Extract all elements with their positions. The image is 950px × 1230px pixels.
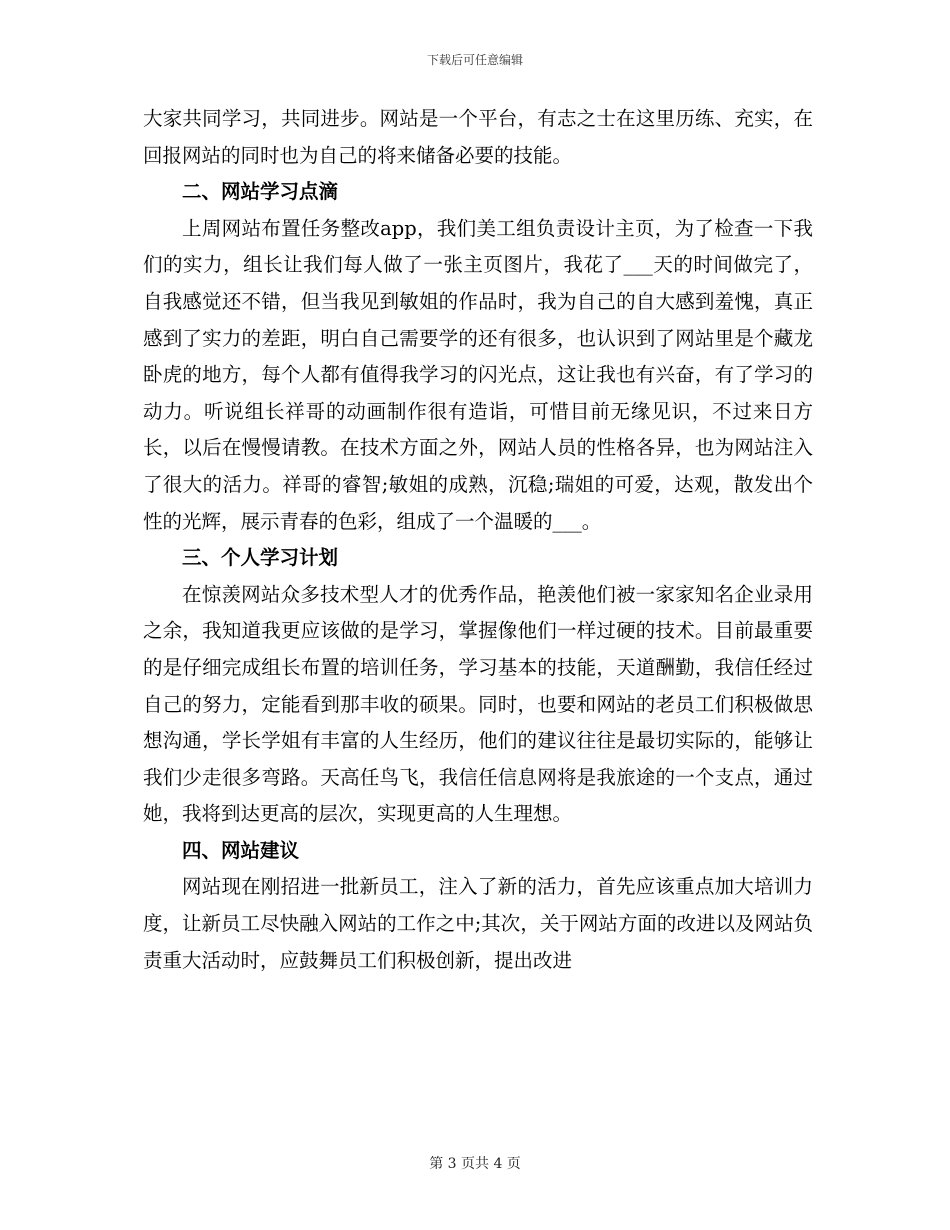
section-heading-2: 二、网站学习点滴 bbox=[182, 180, 339, 204]
page-header: 下载后可任意编辑 bbox=[426, 53, 523, 67]
page-footer: 第 3 页共 4 页 bbox=[429, 1156, 521, 1172]
paragraph-suggestions: 网站现在刚招进一批新员工，注入了新的活力，首先应该重点加大培训力度，让新员工尽快融入网站的工作之中;其次，关于网站方面的改进以及网站负责重大活动时，应鼓舞员工们积极创新，提出改进 bbox=[143, 875, 813, 972]
paragraph-study-notes: 上周网站布置任务整改app，我们美工组负责设计主页，为了检查一下我们的实力，组长让我们每人做了一张主页图片，我花了___天的时间做完了，自我感觉还不错，但当我见到敏姐的作品时，我为自己的自大感到羞愧，真正感到了实力的差距，明白自己需要学的还有很多，也认识到了网站里是个藏龙卧虎的地方，每个人都有值得我学习的闪光点，这让我也有兴奋，有了学习的动力。听说组长祥哥的动画制作很有造诣，可惜目前无缘见识，不过来日方长，以后在慢慢请教。在技术方面之外，网站人员的性格各异，也为网站注入了很大的活力。祥哥的睿智;敏姐的成熟，沉稳;瑞姐的可爱，达观，散发出个性的光辉，展示青春的色彩，组成了一个温暖的___。 bbox=[143, 216, 813, 533]
paragraph-study-plan: 在惊羡网站众多技术型人才的优秀作品，艳羡他们被一家家知名企业录用之余，我知道我更应该做的是学习，掌握像他们一样过硬的技术。目前最重要的是仔细完成组长布置的培训任务，学习基本的技能，天道酬勤，我信任经过自己的努力，定能看到那丰收的硕果。同时，也要和网站的老员工们积极做思想沟通，学长学姐有丰富的人生经历，他们的建议往往是最切实际的，能够让我们少走很多弯路。天高任鸟飞，我信任信息网将是我旅途的一个支点，通过她，我将到达更高的层次，实现更高的人生理想。 bbox=[143, 582, 813, 826]
section-heading-4: 四、网站建议 bbox=[182, 838, 300, 862]
paragraph-continued: 大家共同学习，共同进步。网站是一个平台，有志之士在这里历练、充实，在回报网站的同时也为自己的将来储备必要的技能。 bbox=[143, 107, 813, 167]
section-heading-3: 三、个人学习计划 bbox=[182, 546, 339, 570]
document-body bbox=[143, 101, 813, 979]
